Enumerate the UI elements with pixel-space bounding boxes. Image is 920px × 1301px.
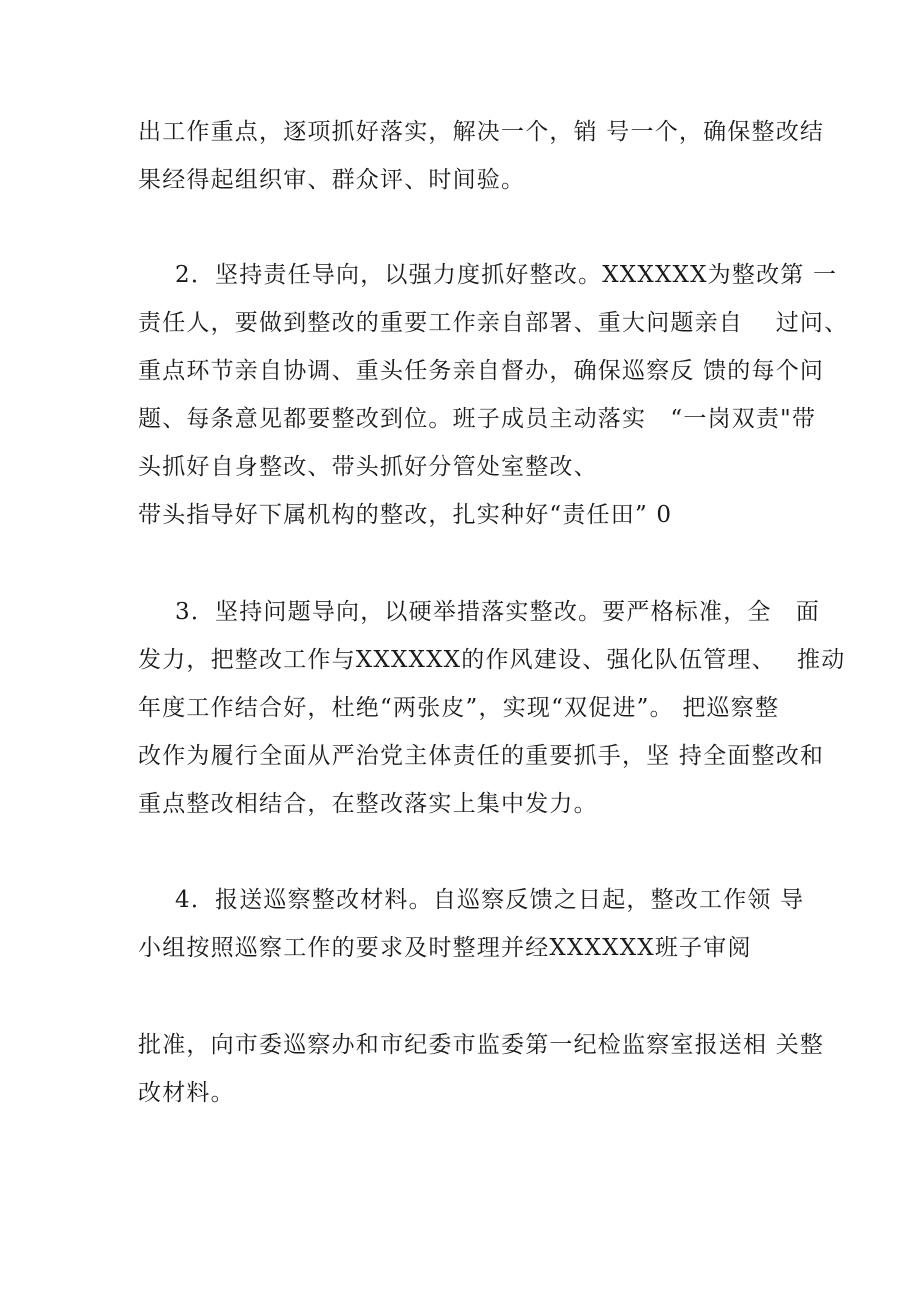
text-line: 3．坚持问题导向，以硬举措落实整改。要严格标准，全 面 [175, 599, 821, 625]
text-line: 带头指导好下属机构的整改，扎实种好“责任田” 0 [138, 502, 673, 528]
text-line: 头抓好自身整改、带头抓好分管处室整改、 [138, 454, 598, 480]
text-line: 批准，向市委巡察办和市纪委市监委第一纪检监察室报送相 关整 [138, 1032, 825, 1058]
text-line: 年度工作结合好，杜绝“两张皮”，实现“双促进”。 把巡察整 [138, 695, 780, 721]
text-line: 4．报送巡察整改材料。自巡察反馈之日起，整改工作领 导 [175, 887, 805, 913]
text-line: 出工作重点，逐项抓好落实，解决一个，销 号一个，确保整改结 [138, 119, 825, 145]
text-line: 果经得起组织审、群众评、时间验。 [138, 167, 526, 193]
text-line: 题、每条意见都要整改到位。班子成员主动落实 “一岗双责"带 [138, 406, 817, 432]
text-line: 责任人，要做到整改的重要工作亲自部署、重大问题亲自 过问、 [138, 310, 849, 336]
text-line: 改材料。 [138, 1080, 235, 1106]
text-line: 发力，把整改工作与XXXXXX的作风建设、强化队伍管理、 推动 [138, 647, 846, 673]
text-line: 改作为履行全面从严治党主体责任的重要抓手，坚 持全面整改和 [138, 743, 825, 769]
text-line: 小组按照巡察工作的要求及时整理并经XXXXXX班子审阅 [138, 935, 752, 961]
text-line: 重点整改相结合，在整改落实上集中发力。 [138, 791, 598, 817]
text-line: 重点环节亲自协调、重头任务亲自督办，确保巡察反 馈的每个问 [138, 358, 825, 384]
text-line: 2．坚持责任导向，以强力度抓好整改。XXXXXX为整改第 一 [175, 262, 838, 288]
